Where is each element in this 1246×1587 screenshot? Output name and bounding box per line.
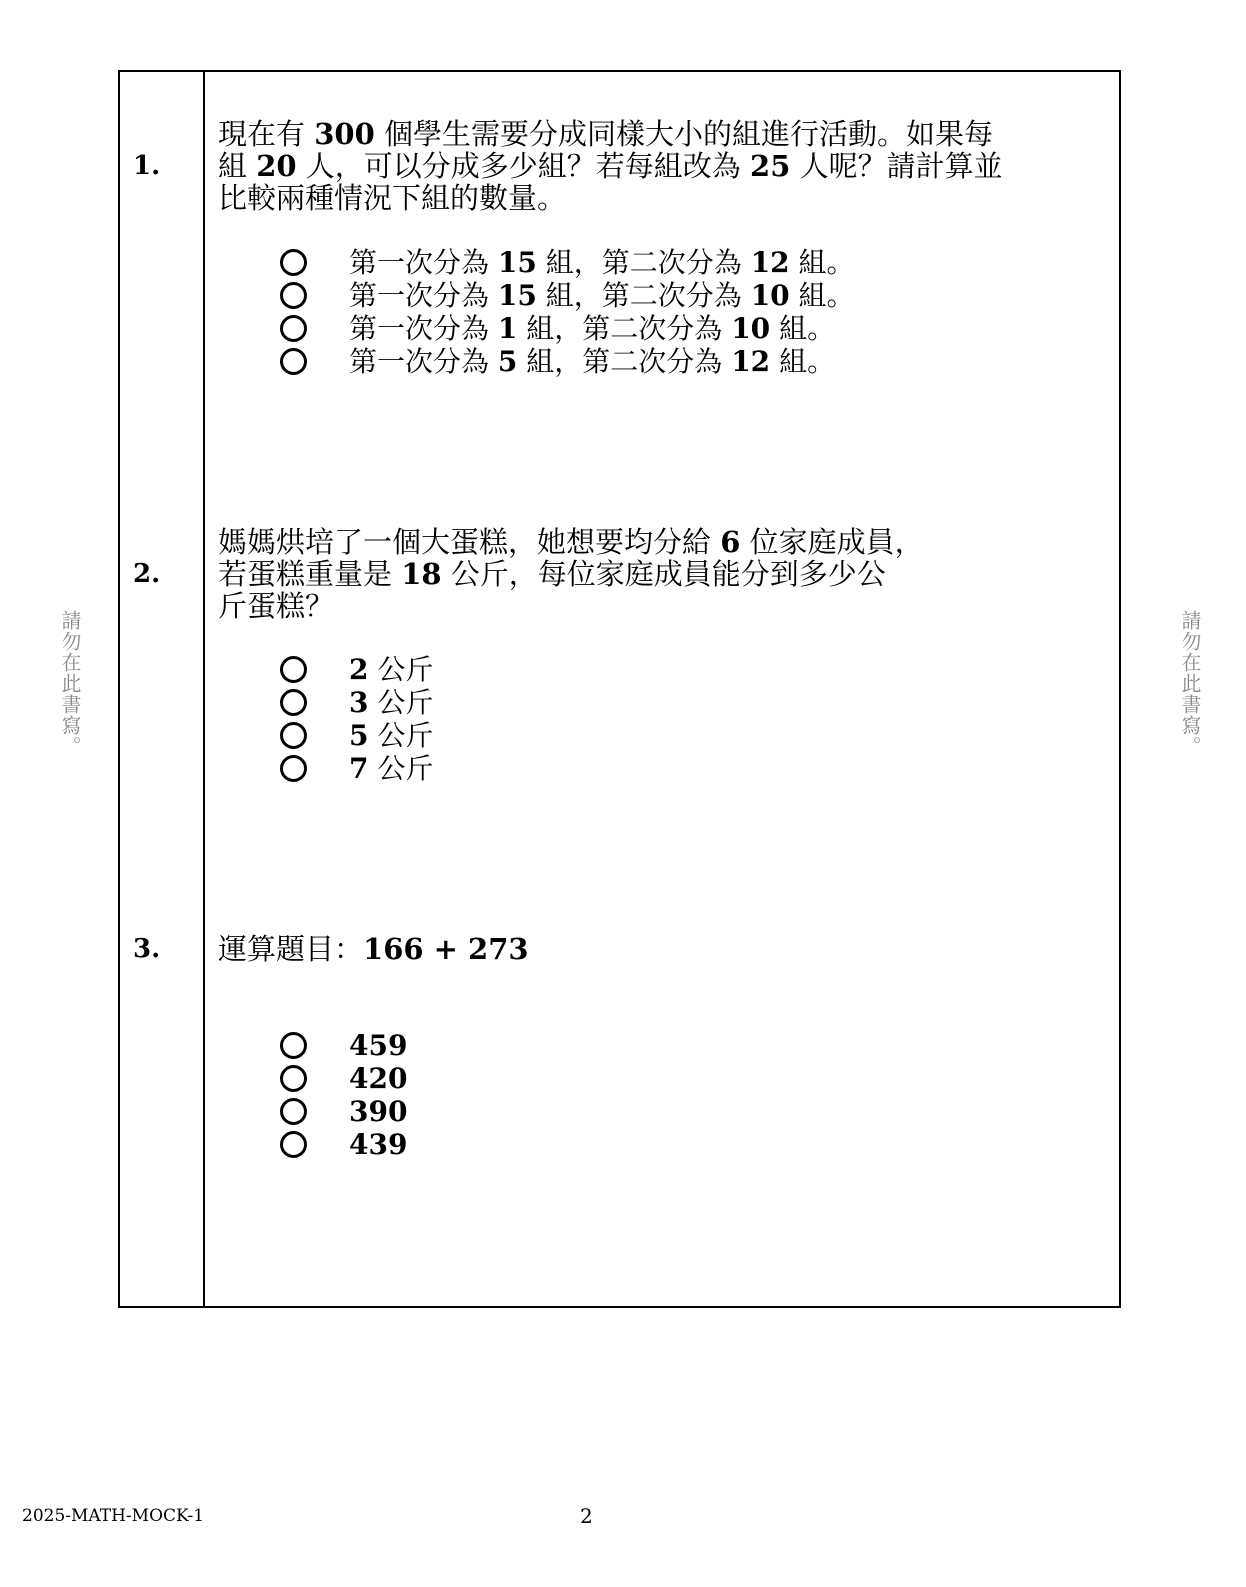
option-row[interactable] (280, 345, 855, 378)
option-label: 第一次分為 5 組，第二次分為 12 組。 (349, 345, 836, 378)
side-note-right: 請勿在此書寫。 (1178, 610, 1202, 757)
question-line: 比較兩種情況下組的數量。 (218, 181, 567, 215)
option-label: 第一次分為 15 組，第二次分為 10 組。 (349, 279, 855, 312)
option-label: 第一次分為 15 組，第二次分為 12 組。 (349, 246, 855, 279)
question-1-text (218, 118, 1113, 214)
option-label: 第一次分為 1 組，第二次分為 10 組。 (349, 312, 836, 345)
option-label: 7 公斤 (349, 752, 434, 785)
question-line: 斤蛋糕？ (218, 589, 335, 623)
radio-circle[interactable] (280, 722, 307, 749)
radio-circle[interactable] (280, 348, 307, 375)
radio-circle[interactable] (280, 755, 307, 782)
option-row[interactable] (280, 1128, 407, 1161)
option-label: 3 公斤 (349, 686, 434, 719)
option-label: 439 (349, 1128, 408, 1161)
option-row[interactable] (280, 1095, 407, 1128)
option-row[interactable] (280, 686, 433, 719)
option-row[interactable] (280, 246, 855, 279)
question-3-number: 3. (133, 934, 161, 964)
option-row[interactable] (280, 1029, 407, 1062)
radio-circle[interactable] (280, 282, 307, 309)
question-line: 若蛋糕重量是 18 公斤，每位家庭成員能分到多少公 (218, 557, 886, 591)
option-label: 459 (349, 1029, 408, 1062)
page-number: 2 (580, 1504, 593, 1528)
option-label: 420 (349, 1062, 408, 1095)
question-line: 媽媽烘培了一個大蛋糕，她想要均分給 6 位家庭成員， (218, 525, 924, 559)
option-row[interactable] (280, 719, 433, 752)
question-3-options (280, 1029, 407, 1161)
radio-circle[interactable] (280, 1131, 307, 1158)
option-row[interactable] (280, 653, 433, 686)
radio-circle[interactable] (280, 1065, 307, 1092)
radio-circle[interactable] (280, 1032, 307, 1059)
option-label: 390 (349, 1095, 408, 1128)
radio-circle[interactable] (280, 689, 307, 716)
radio-circle[interactable] (280, 315, 307, 342)
question-line: 組 20 人，可以分成多少組？若每組改為 25 人呢？請計算並 (218, 149, 1003, 183)
question-1-options (280, 246, 855, 378)
number-column-divider (203, 70, 205, 1308)
exam-code: 2025-MATH-MOCK-1 (22, 1506, 205, 1526)
radio-circle[interactable] (280, 1098, 307, 1125)
side-note-left: 請勿在此書寫。 (58, 610, 82, 757)
question-3-text (218, 933, 1113, 965)
radio-circle[interactable] (280, 249, 307, 276)
question-2-options (280, 653, 433, 785)
radio-circle[interactable] (280, 656, 307, 683)
question-line: 現在有 300 個學生需要分成同樣大小的組進行活動。如果每 (218, 117, 993, 151)
question-2-number: 2. (133, 559, 161, 589)
question-line: 運算題目：166 + 273 (218, 932, 529, 966)
option-row[interactable] (280, 752, 433, 785)
question-2-text (218, 526, 1113, 622)
question-1-number: 1. (133, 151, 161, 181)
option-row[interactable] (280, 1062, 407, 1095)
option-row[interactable] (280, 312, 855, 345)
option-row[interactable] (280, 279, 855, 312)
option-label: 5 公斤 (349, 719, 434, 752)
option-label: 2 公斤 (349, 653, 434, 686)
